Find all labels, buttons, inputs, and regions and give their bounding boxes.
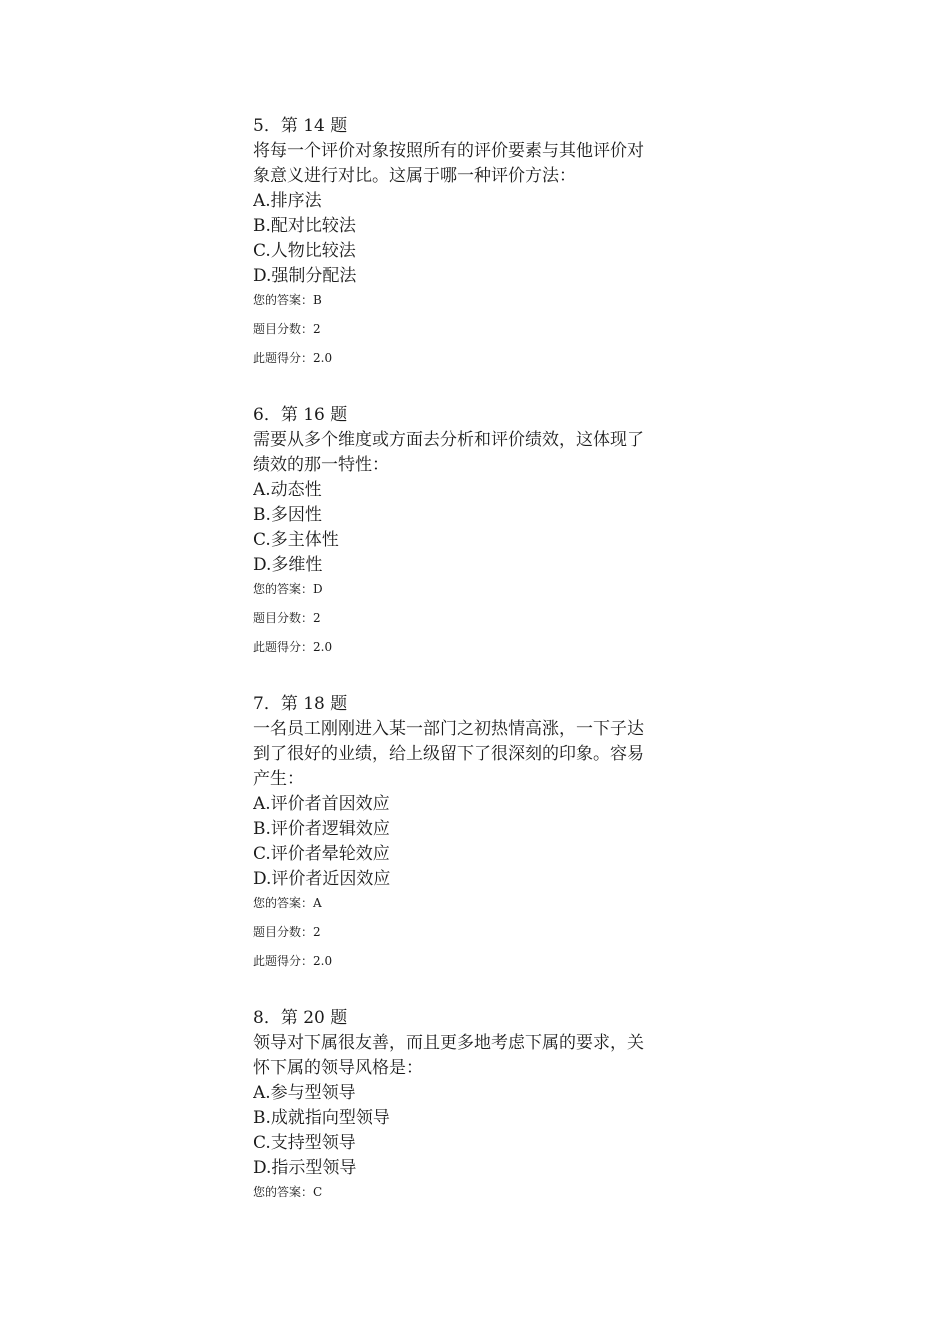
option-a: A.排序法 [253, 191, 322, 211]
your-answer: 您的答案：C [253, 1185, 323, 1199]
option-a: A.动态性 [253, 480, 322, 500]
question-score: 题目分数：2 [253, 322, 321, 336]
option-b: B.配对比较法 [253, 216, 356, 236]
points-earned: 此题得分：2.0 [253, 640, 333, 654]
question-5 [253, 114, 703, 379]
question-stem-line: 需要从多个维度或方面去分析和评价绩效，这体现了 [253, 430, 644, 450]
your-answer: 您的答案：D [253, 582, 323, 596]
option-c: C.多主体性 [253, 530, 339, 550]
option-a: A.评价者首因效应 [253, 794, 390, 814]
option-a: A.参与型领导 [253, 1083, 356, 1103]
option-d: D.指示型领导 [253, 1158, 357, 1178]
question-stem-line: 将每一个评价对象按照所有的评价要素与其他评价对 [253, 141, 644, 161]
question-stem-line: 绩效的那一特性： [253, 455, 389, 475]
question-8 [253, 1006, 703, 1213]
question-stem-line: 怀下属的领导风格是： [253, 1058, 423, 1078]
option-c: C.评价者晕轮效应 [253, 844, 390, 864]
your-answer: 您的答案：A [253, 896, 322, 910]
question-stem-line: 一名员工刚刚进入某一部门之初热情高涨，一下子达 [253, 719, 644, 739]
option-c: C.支持型领导 [253, 1133, 356, 1153]
option-c: C.人物比较法 [253, 241, 356, 261]
option-b: B.多因性 [253, 505, 322, 525]
option-b: B.成就指向型领导 [253, 1108, 390, 1128]
points-earned: 此题得分：2.0 [253, 351, 333, 365]
option-b: B.评价者逻辑效应 [253, 819, 390, 839]
question-score: 题目分数：2 [253, 611, 321, 625]
question-6 [253, 403, 703, 668]
question-7 [253, 692, 703, 982]
question-heading: 5．第 14 题 [253, 116, 348, 136]
question-stem-line: 到了很好的业绩，给上级留下了很深刻的印象。容易 [253, 744, 644, 764]
your-answer: 您的答案：B [253, 293, 322, 307]
question-stem-line: 象意义进行对比。这属于哪一种评价方法： [253, 166, 576, 186]
option-d: D.多维性 [253, 555, 323, 575]
question-stem-line: 领导对下属很友善，而且更多地考虑下属的要求，关 [253, 1033, 644, 1053]
points-earned: 此题得分：2.0 [253, 954, 333, 968]
question-score: 题目分数：2 [253, 925, 321, 939]
question-heading: 6．第 16 题 [253, 405, 348, 425]
question-stem-line: 产生： [253, 769, 304, 789]
option-d: D.评价者近因效应 [253, 869, 391, 889]
question-heading: 7．第 18 题 [253, 694, 348, 714]
option-d: D.强制分配法 [253, 266, 357, 286]
question-heading: 8．第 20 题 [253, 1008, 348, 1028]
